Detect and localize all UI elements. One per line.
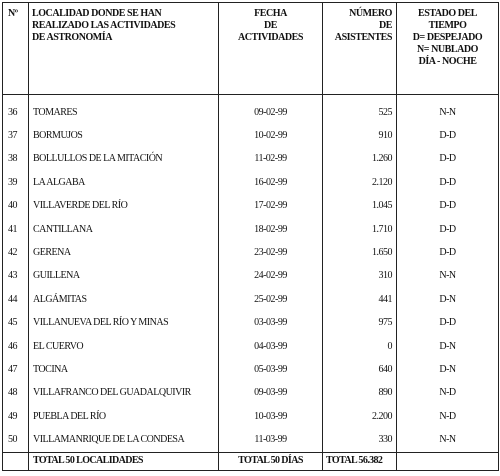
cell-localidad: CANTILLANA — [29, 218, 219, 241]
table-row — [3, 265, 499, 288]
cell-fecha: 25-02-99 — [219, 288, 323, 311]
cell-asistentes: 441 — [323, 288, 397, 311]
cell-number: 50 — [3, 428, 29, 452]
cell-localidad: GERENA — [29, 241, 219, 264]
cell-number: 43 — [3, 265, 29, 288]
cell-asistentes: 2.120 — [323, 171, 397, 194]
cell-estado: N-D — [397, 382, 499, 405]
header-number — [3, 3, 29, 95]
table-row — [3, 124, 499, 147]
cell-localidad: ALGÁMITAS — [29, 288, 219, 311]
cell-fecha: 09-03-99 — [219, 382, 323, 405]
cell-localidad: TOMARES — [29, 95, 219, 125]
cell-localidad: VILLAMANRIQUE DE LA CONDESA — [29, 428, 219, 452]
cell-asistentes: 1.045 — [323, 195, 397, 218]
cell-estado: D-D — [397, 148, 499, 171]
cell-asistentes: 525 — [323, 95, 397, 125]
header-fecha — [219, 3, 323, 95]
cell-fecha: 17-02-99 — [219, 195, 323, 218]
table-header — [3, 3, 499, 95]
cell-fecha: 09-02-99 — [219, 95, 323, 125]
table-row — [3, 288, 499, 311]
cell-fecha: 24-02-99 — [219, 265, 323, 288]
cell-estado: D-D — [397, 312, 499, 335]
table-row — [3, 148, 499, 171]
cell-fecha: 10-02-99 — [219, 124, 323, 147]
cell-estado: D-D — [397, 241, 499, 264]
cell-estado: N-N — [397, 265, 499, 288]
cell-number: 48 — [3, 382, 29, 405]
cell-number: 47 — [3, 358, 29, 381]
cell-asistentes: 1.650 — [323, 241, 397, 264]
cell-fecha: 10-03-99 — [219, 405, 323, 428]
cell-asistentes: 640 — [323, 358, 397, 381]
table-row — [3, 241, 499, 264]
cell-localidad: VILLANUEVA DEL RÍO Y MINAS — [29, 312, 219, 335]
header-estado-line-3: D= DESPEJADO — [412, 32, 483, 43]
header-fecha-line-1: FECHA — [254, 8, 287, 19]
cell-estado: D-D — [397, 195, 499, 218]
cell-number: 46 — [3, 335, 29, 358]
cell-asistentes: 975 — [323, 312, 397, 335]
cell-fecha: 03-03-99 — [219, 312, 323, 335]
cell-fecha: 05-03-99 — [219, 358, 323, 381]
total-asistentes: TOTAL 56.382 — [323, 452, 397, 470]
table-body — [3, 95, 499, 453]
header-estado-line-1: ESTADO DEL — [418, 8, 477, 19]
cell-estado: N-N — [397, 95, 499, 125]
cell-estado: D-N — [397, 358, 499, 381]
header-estado-line-4: N= NUBLADO — [417, 44, 478, 55]
table-footer — [3, 452, 499, 470]
cell-localidad: VILLAVERDE DEL RÍO — [29, 195, 219, 218]
header-row — [3, 3, 499, 95]
cell-localidad: GUILLENA — [29, 265, 219, 288]
cell-asistentes: 330 — [323, 428, 397, 452]
table-row — [3, 428, 499, 452]
cell-fecha: 16-02-99 — [219, 171, 323, 194]
table-row — [3, 312, 499, 335]
total-dias: TOTAL 50 DÍAS — [219, 452, 323, 470]
cell-number: 37 — [3, 124, 29, 147]
header-asistentes — [323, 3, 397, 95]
cell-number: 41 — [3, 218, 29, 241]
cell-estado: D-N — [397, 335, 499, 358]
cell-localidad: TOCINA — [29, 358, 219, 381]
cell-fecha: 04-03-99 — [219, 335, 323, 358]
cell-localidad: EL CUERVO — [29, 335, 219, 358]
header-fecha-line-3: ACTIVIDADES — [237, 32, 304, 43]
totals-estado-cell — [397, 452, 499, 470]
cell-localidad: BOLLULLOS DE LA MITACIÓN — [29, 148, 219, 171]
cell-asistentes: 910 — [323, 124, 397, 147]
cell-localidad: PUEBLA DEL RÍO — [29, 405, 219, 428]
cell-asistentes: 0 — [323, 335, 397, 358]
cell-estado: D-D — [397, 218, 499, 241]
header-asistentes-line-2: DE — [379, 20, 392, 31]
cell-number: 39 — [3, 171, 29, 194]
totals-number-cell — [3, 452, 29, 470]
header-fecha-line-2: DE — [264, 20, 277, 31]
cell-fecha: 11-02-99 — [219, 148, 323, 171]
table-row — [3, 95, 499, 125]
astronomy-activities-table — [2, 2, 499, 471]
totals-row — [3, 452, 499, 470]
cell-fecha: 18-02-99 — [219, 218, 323, 241]
cell-estado: D-D — [397, 171, 499, 194]
table-row — [3, 335, 499, 358]
table-row — [3, 171, 499, 194]
cell-asistentes: 890 — [323, 382, 397, 405]
header-localidad-line-3: DE ASTRONOMÍA — [32, 32, 112, 43]
cell-estado: N-D — [397, 405, 499, 428]
cell-estado: N-N — [397, 428, 499, 452]
header-number-label: Nº — [8, 8, 18, 19]
cell-asistentes: 1.260 — [323, 148, 397, 171]
header-asistentes-line-3: ASISTENTES — [334, 32, 392, 43]
cell-number: 45 — [3, 312, 29, 335]
cell-number: 49 — [3, 405, 29, 428]
cell-localidad: VILLAFRANCO DEL GUADALQUIVIR — [29, 382, 219, 405]
cell-localidad: BORMUJOS — [29, 124, 219, 147]
cell-number: 38 — [3, 148, 29, 171]
table-row — [3, 195, 499, 218]
cell-asistentes: 1.710 — [323, 218, 397, 241]
header-asistentes-line-1: NÚMERO — [349, 8, 392, 19]
table-row — [3, 382, 499, 405]
header-estado-line-2: TIEMPO — [428, 20, 467, 31]
cell-estado: D-D — [397, 124, 499, 147]
cell-fecha: 11-03-99 — [219, 428, 323, 452]
cell-fecha: 23-02-99 — [219, 241, 323, 264]
cell-number: 44 — [3, 288, 29, 311]
header-estado — [397, 3, 499, 95]
cell-asistentes: 310 — [323, 265, 397, 288]
table-row — [3, 405, 499, 428]
table-row — [3, 358, 499, 381]
cell-number: 40 — [3, 195, 29, 218]
cell-number: 42 — [3, 241, 29, 264]
cell-localidad: LA ALGABA — [29, 171, 219, 194]
header-localidad-line-1: LOCALIDAD DONDE SE HAN — [32, 8, 162, 19]
cell-estado: D-N — [397, 288, 499, 311]
header-localidad — [29, 3, 219, 95]
table-row — [3, 218, 499, 241]
total-localidades: TOTAL 50 LOCALIDADES — [29, 452, 219, 470]
header-estado-line-5: DÍA - NOCHE — [418, 56, 477, 67]
cell-asistentes: 2.200 — [323, 405, 397, 428]
header-localidad-line-2: REALIZADO LAS ACTIVIDADES — [32, 20, 176, 31]
cell-number: 36 — [3, 95, 29, 125]
